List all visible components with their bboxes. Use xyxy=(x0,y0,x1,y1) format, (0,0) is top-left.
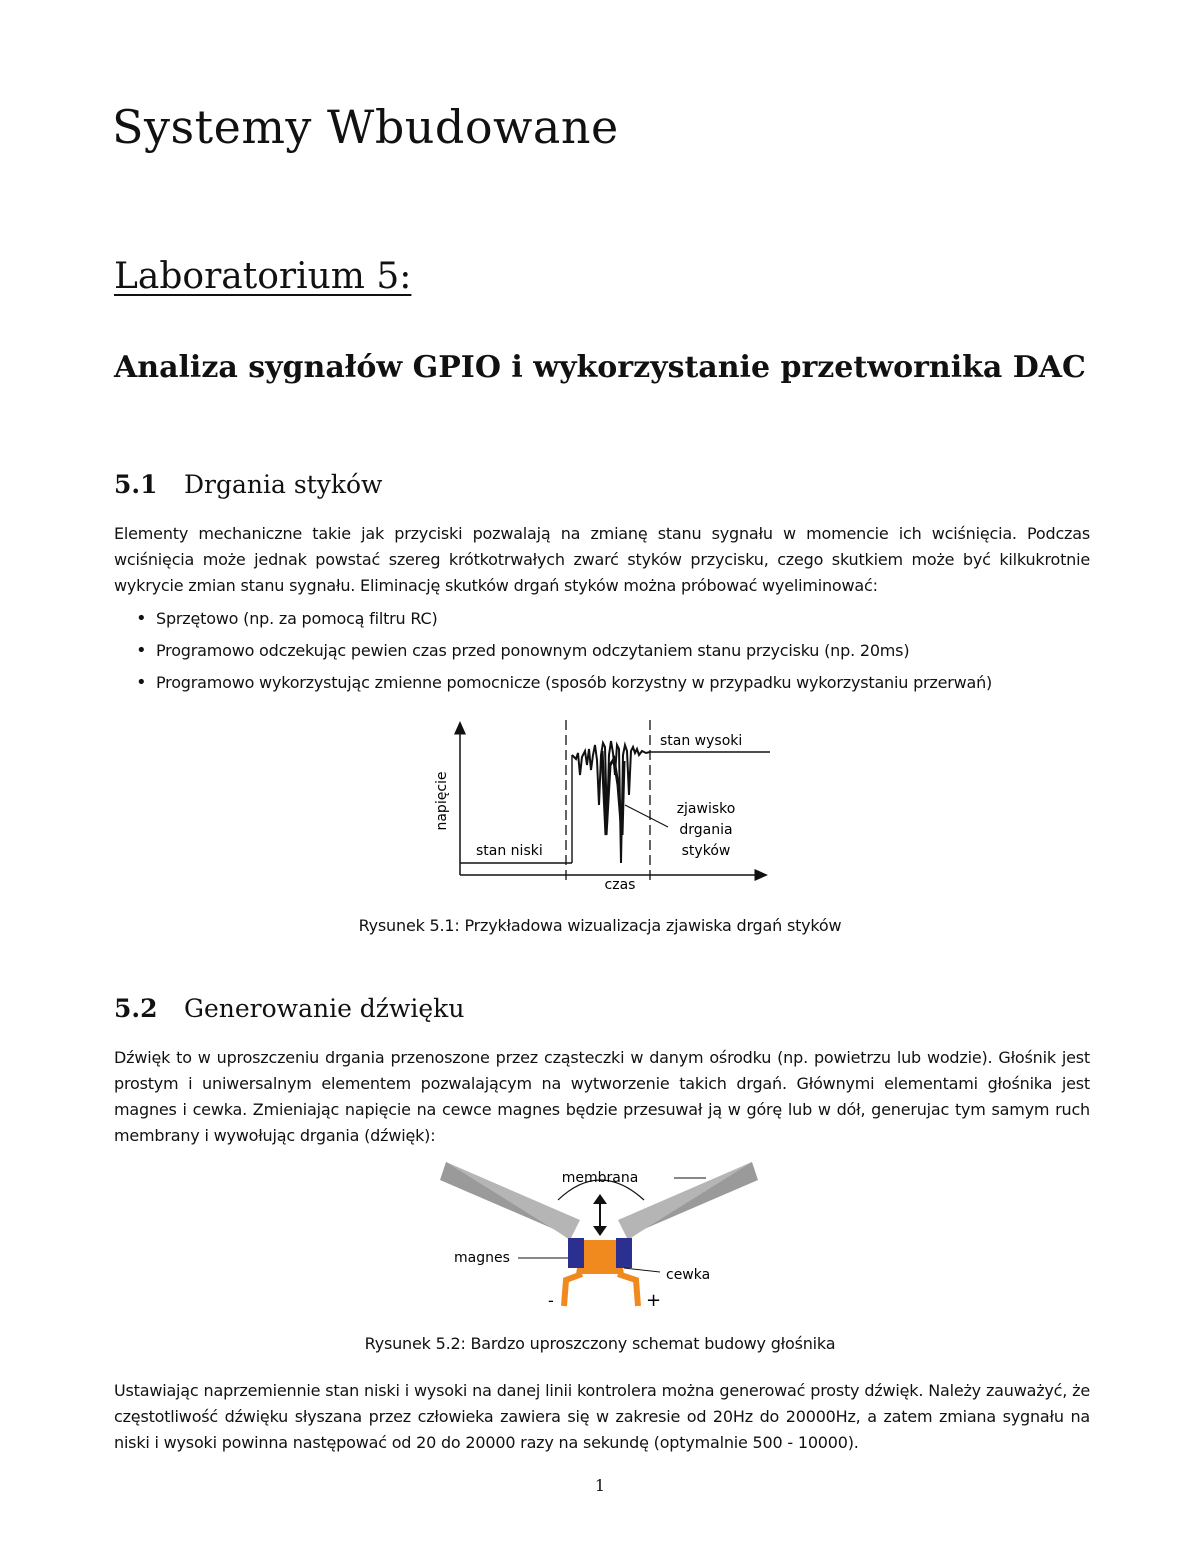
list-item: • Sprzętowo (np. za pomocą filtru RC) xyxy=(136,603,1106,635)
bounce-label-line1: zjawisko xyxy=(676,801,736,817)
coil-lead-plus xyxy=(618,1274,638,1306)
motion-arrow-up xyxy=(593,1194,607,1204)
bounce-signal xyxy=(572,741,650,863)
section-1-title: Drgania styków xyxy=(184,470,383,499)
motion-arrow-down xyxy=(593,1226,607,1236)
section-2-paragraph-2: Ustawiając naprzemiennie stan niski i wysoki na danej linii kontrolera można generować prosty dźwięk. Należy zauważyć, że częstotliwość dźwięku słyszana przez człowieka zawiera się w zakresie od 20Hz do 20000Hz, a zatem zmiana sygnału na niski i wysoki powinna następować od 20 do 20000 razy na sekundę (optymalnie 500 - 10000). xyxy=(114,1381,1090,1452)
section-1-heading xyxy=(114,470,382,499)
bounce-pointer xyxy=(625,805,668,827)
list-item: • Programowo odczekując pewien czas przed ponownym odczytaniem stanu przycisku (np. 20ms) xyxy=(136,635,1106,667)
coil-lead-minus xyxy=(564,1274,582,1306)
lab-subtitle: Analiza sygnałów GPIO i wykorzystanie przetwornika DAC xyxy=(114,350,1086,385)
figure-1-caption: Rysunek 5.1: Przykładowa wizualizacja zjawiska drgań styków xyxy=(358,916,842,935)
low-state-label: stan niski xyxy=(476,843,543,859)
contact-bounce-figure xyxy=(420,715,780,895)
section-1-number: 5.1 xyxy=(114,470,158,499)
list-item: • Programowo wykorzystując zmienne pomocnicze (sposób korzystny w przypadku wykorzystaniu przerwań) xyxy=(136,667,1106,699)
y-axis-label: napięcie xyxy=(434,771,450,831)
lab-title: Laboratorium 5: xyxy=(114,256,412,297)
section-2-heading xyxy=(114,994,464,1023)
coil-label: cewka xyxy=(666,1267,711,1283)
section-2-number: 5.2 xyxy=(114,994,158,1023)
bounce-label-line2: drgania xyxy=(679,822,733,838)
section-2-title: Generowanie dźwięku xyxy=(184,994,465,1023)
speaker-cone-left-inner xyxy=(446,1162,580,1240)
page-number: 1 xyxy=(594,1476,606,1495)
magnet-left xyxy=(568,1238,584,1268)
document-title: Systemy Wbudowane xyxy=(112,100,619,154)
magnet-label: magnes xyxy=(454,1250,510,1266)
plus-label: + xyxy=(646,1290,662,1308)
minus-label: - xyxy=(548,1291,554,1308)
section-2-paragraph-1: Dźwięk to w uproszczeniu drgania przenoszone przez cząsteczki w danym ośrodku (np. powietrzu lub wodzie). Głośnik jest prostym i uniwersalnym elementem pozwalającym na wytworzenie takich drgań. Głównymi elementami głośnika jest magnes i cewka. Zmieniając napięcie na cewce magnes będzie przesuwał ją w górę lub w dół, generujac tym samym ruch membrany i wywołując drgania (dźwięk): xyxy=(114,1048,1090,1145)
magnet-right xyxy=(616,1238,632,1268)
speaker-figure xyxy=(440,1158,760,1308)
bounce-label-line3: styków xyxy=(681,843,731,859)
section-1-bullet-list xyxy=(136,603,1106,699)
figure-2-caption: Rysunek 5.2: Bardzo uproszczony schemat budowy głośnika xyxy=(364,1334,836,1353)
coil-leader xyxy=(624,1268,660,1272)
section-1-paragraph: Elementy mechaniczne takie jak przyciski pozwalają na zmianę stanu sygnału w momencie ich wciśnięcia. Podczas wciśnięcia może jednak powstać szereg krótkotrwałych zwarć styków przycisku, czego skutkiem może być kilkukrotnie wykrycie zmian stanu sygnału. Eliminację skutków drgań styków można próbować wyeliminować: xyxy=(114,524,1090,595)
x-axis-label: czas xyxy=(604,877,636,893)
high-state-label: stan wysoki xyxy=(660,733,743,749)
membrane-label: membrana xyxy=(561,1170,639,1186)
